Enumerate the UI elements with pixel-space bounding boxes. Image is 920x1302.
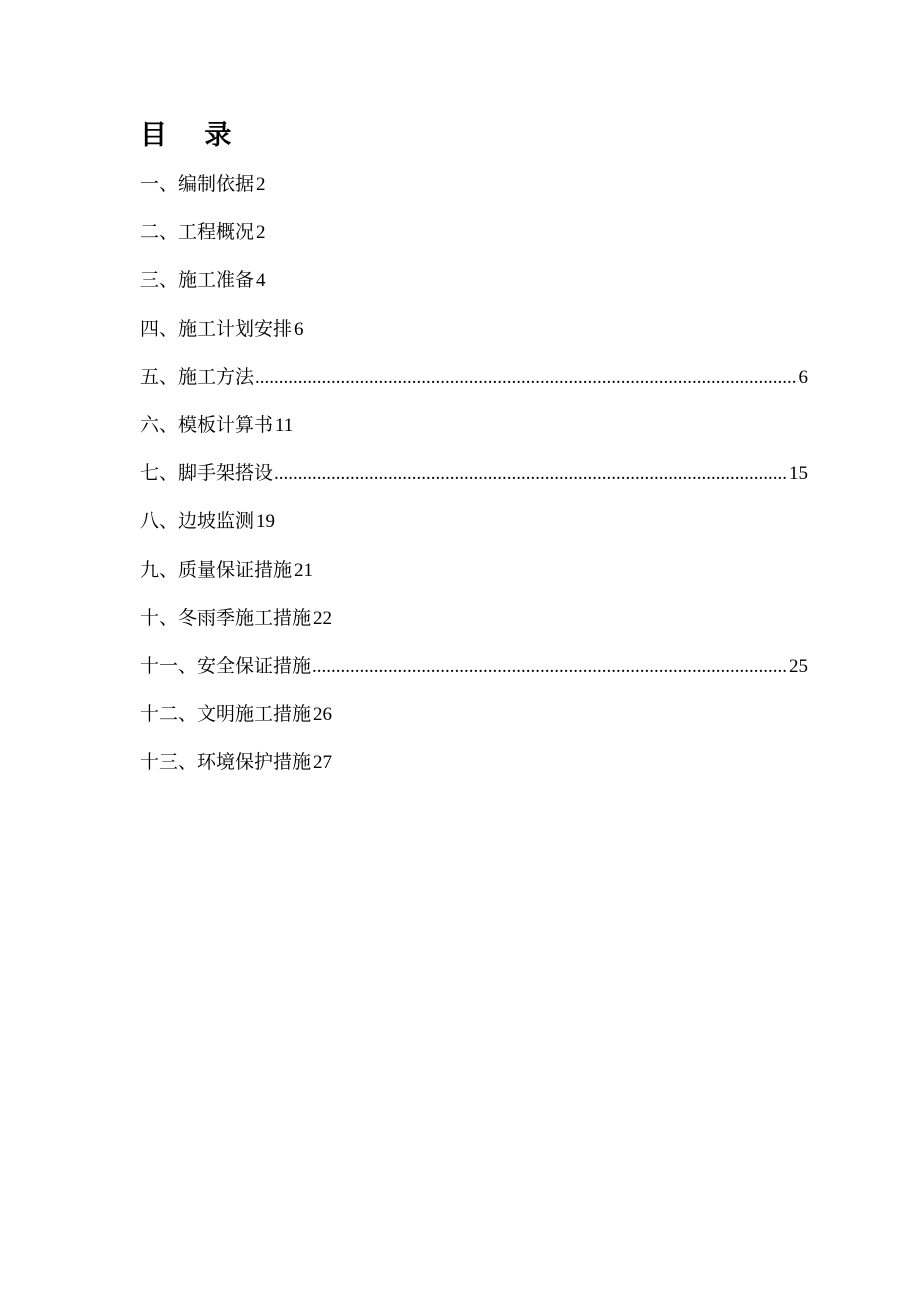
toc-entry-page-number: 21 [294,559,314,581]
toc-entry[interactable] [140,305,808,353]
toc-dot-leader [255,354,797,402]
toc-dot-leader [312,643,788,691]
toc-entry-page-number: 2 [256,174,266,195]
toc-entry[interactable] [140,546,808,594]
toc-entry-label: 十二、文明施工措施 [140,703,312,726]
toc-entry-page-number: 11 [275,414,294,436]
toc-entry[interactable] [140,353,808,401]
toc-entry-label: 十三、环境保护措施 [140,751,312,774]
toc-entry[interactable] [140,256,808,304]
toc-entry-page-number: 2 [256,222,266,244]
toc-entry[interactable] [140,497,808,545]
toc-dot-leader [274,450,788,498]
toc-entry-label: 一、编制依据 [140,173,255,195]
toc-entry[interactable] [140,690,808,738]
toc-entry-label: 六、模板计算书 [140,413,274,436]
toc-entry-label: 二、工程概况 [140,221,255,244]
toc-entry[interactable] [140,642,808,690]
toc-entry-label: 九、质量保证措施 [140,558,293,581]
toc-entry[interactable] [140,449,808,497]
toc-entry-label: 五、施工方法 [140,365,255,388]
toc-list [140,160,808,786]
table-of-contents [140,112,808,786]
toc-entry-label: 十一、安全保证措施 [140,654,312,677]
toc-entry-label: 三、施工准备 [140,269,255,292]
toc-entry[interactable] [140,738,808,786]
toc-entry-label: 八、边坡监测 [140,510,255,533]
toc-entry-page-number: 22 [313,607,333,629]
toc-entry-label: 十、冬雨季施工措施 [140,606,312,629]
toc-entry[interactable] [140,401,808,449]
toc-entry[interactable] [140,208,808,256]
toc-entry-page-number: 25 [789,655,808,677]
toc-entry[interactable] [140,160,808,208]
toc-entry-label: 四、施工计划安排 [140,317,293,340]
toc-entry-label: 七、脚手架搭设 [140,462,274,485]
toc-entry-page-number: 4 [256,270,266,292]
toc-entry-page-number: 26 [313,704,333,726]
toc-entry[interactable] [140,594,808,642]
toc-entry-page-number: 27 [313,752,333,774]
toc-entry-page-number: 6 [294,318,304,340]
toc-title: 目 录 [140,120,246,151]
toc-entry-page-number: 15 [789,463,808,485]
toc-entry-page-number: 19 [256,511,276,533]
toc-entry-page-number: 6 [798,366,808,388]
